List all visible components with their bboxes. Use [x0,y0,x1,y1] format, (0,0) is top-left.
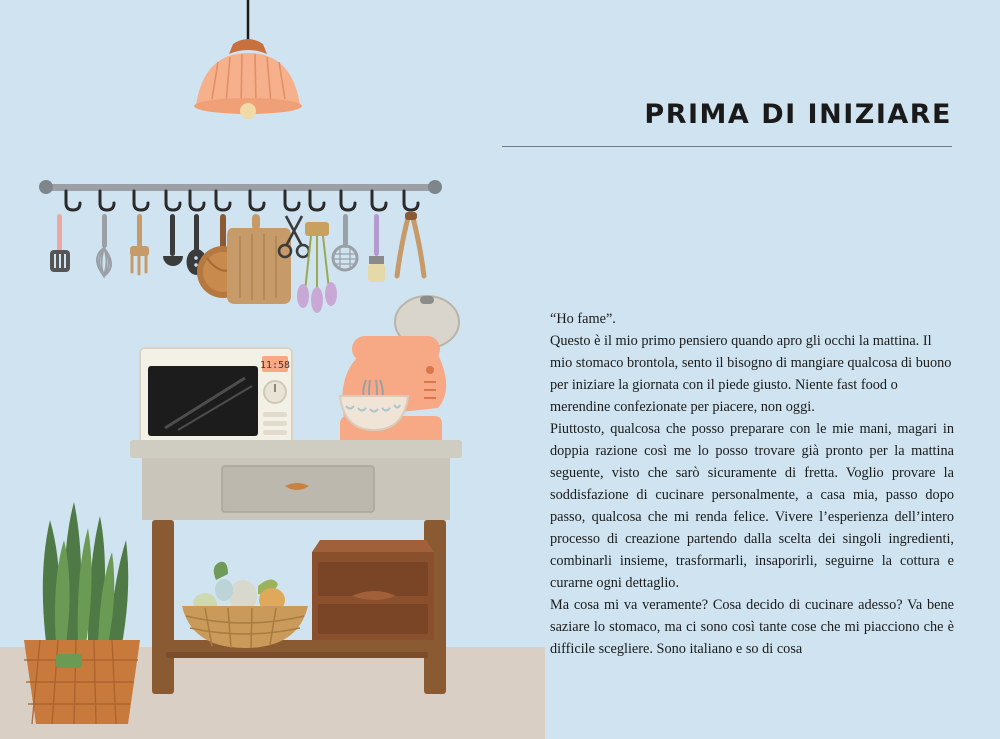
ladle-icon [163,214,183,266]
stand-mixer-icon [340,336,446,440]
microwave-display-text: 11:58 [259,360,291,371]
fork-icon [130,214,149,274]
fruit-basket-icon [182,562,308,648]
tongs-icon [397,212,424,276]
microwave-icon [140,348,292,444]
page-title: PRIMA DI INIZIARE [644,99,952,130]
spatula-icon [50,214,70,272]
pastry-brush-icon [368,214,385,282]
paragraph-4: Ma cosa mi va veramente? Cosa decido di cucinare adesso? Va bene saziare lo stomaco, ma ci sono così tante cose che mi piacciono che è difficile scegliere. Sono italiano e so di cosa [550,597,954,658]
section-heading [502,100,952,147]
paragraph-1: “Ho fame”. [550,311,616,327]
whisk-icon [97,214,111,276]
heading-divider [502,146,952,147]
pendant-lamp-icon [194,0,302,119]
utensil-rail [39,180,442,210]
body-copy [550,308,954,660]
paragraph-3: Piuttosto, qualcosa che posso preparare con le mie mani, magari in doppia razione così me lo posso trovare già pronto per la mattina seguente, visto che sarò sicuramente di fretta. Voglio provare la soddisfazione di cucinare personalmente, a casa mia, passo dopo passo, qualcosa che mi renda felice. Vivere l’esperienza dell’intero processo di creazione partendo dalla scelta dei singoli ingredienti, combinarli insieme, trasformarli, insaporirli, seguirne la cottura e curarne ogni dettaglio. [550,421,954,592]
lavender-bunch-icon [297,222,337,313]
sieve-icon [333,214,357,270]
paragraph-2: Questo è il mio primo pensiero quando apro gli occhi la mattina. Il mio stomaco brontola, sento il bisogno di mangiare qualcosa di buono per iniziare la giornata con il piede giusto. Niente fast food o merendine confezionate per piacere, non oggi. [550,333,952,416]
cutting-board-icon [227,214,291,304]
potted-plant-icon [24,502,140,724]
wooden-crate-icon [312,540,434,640]
